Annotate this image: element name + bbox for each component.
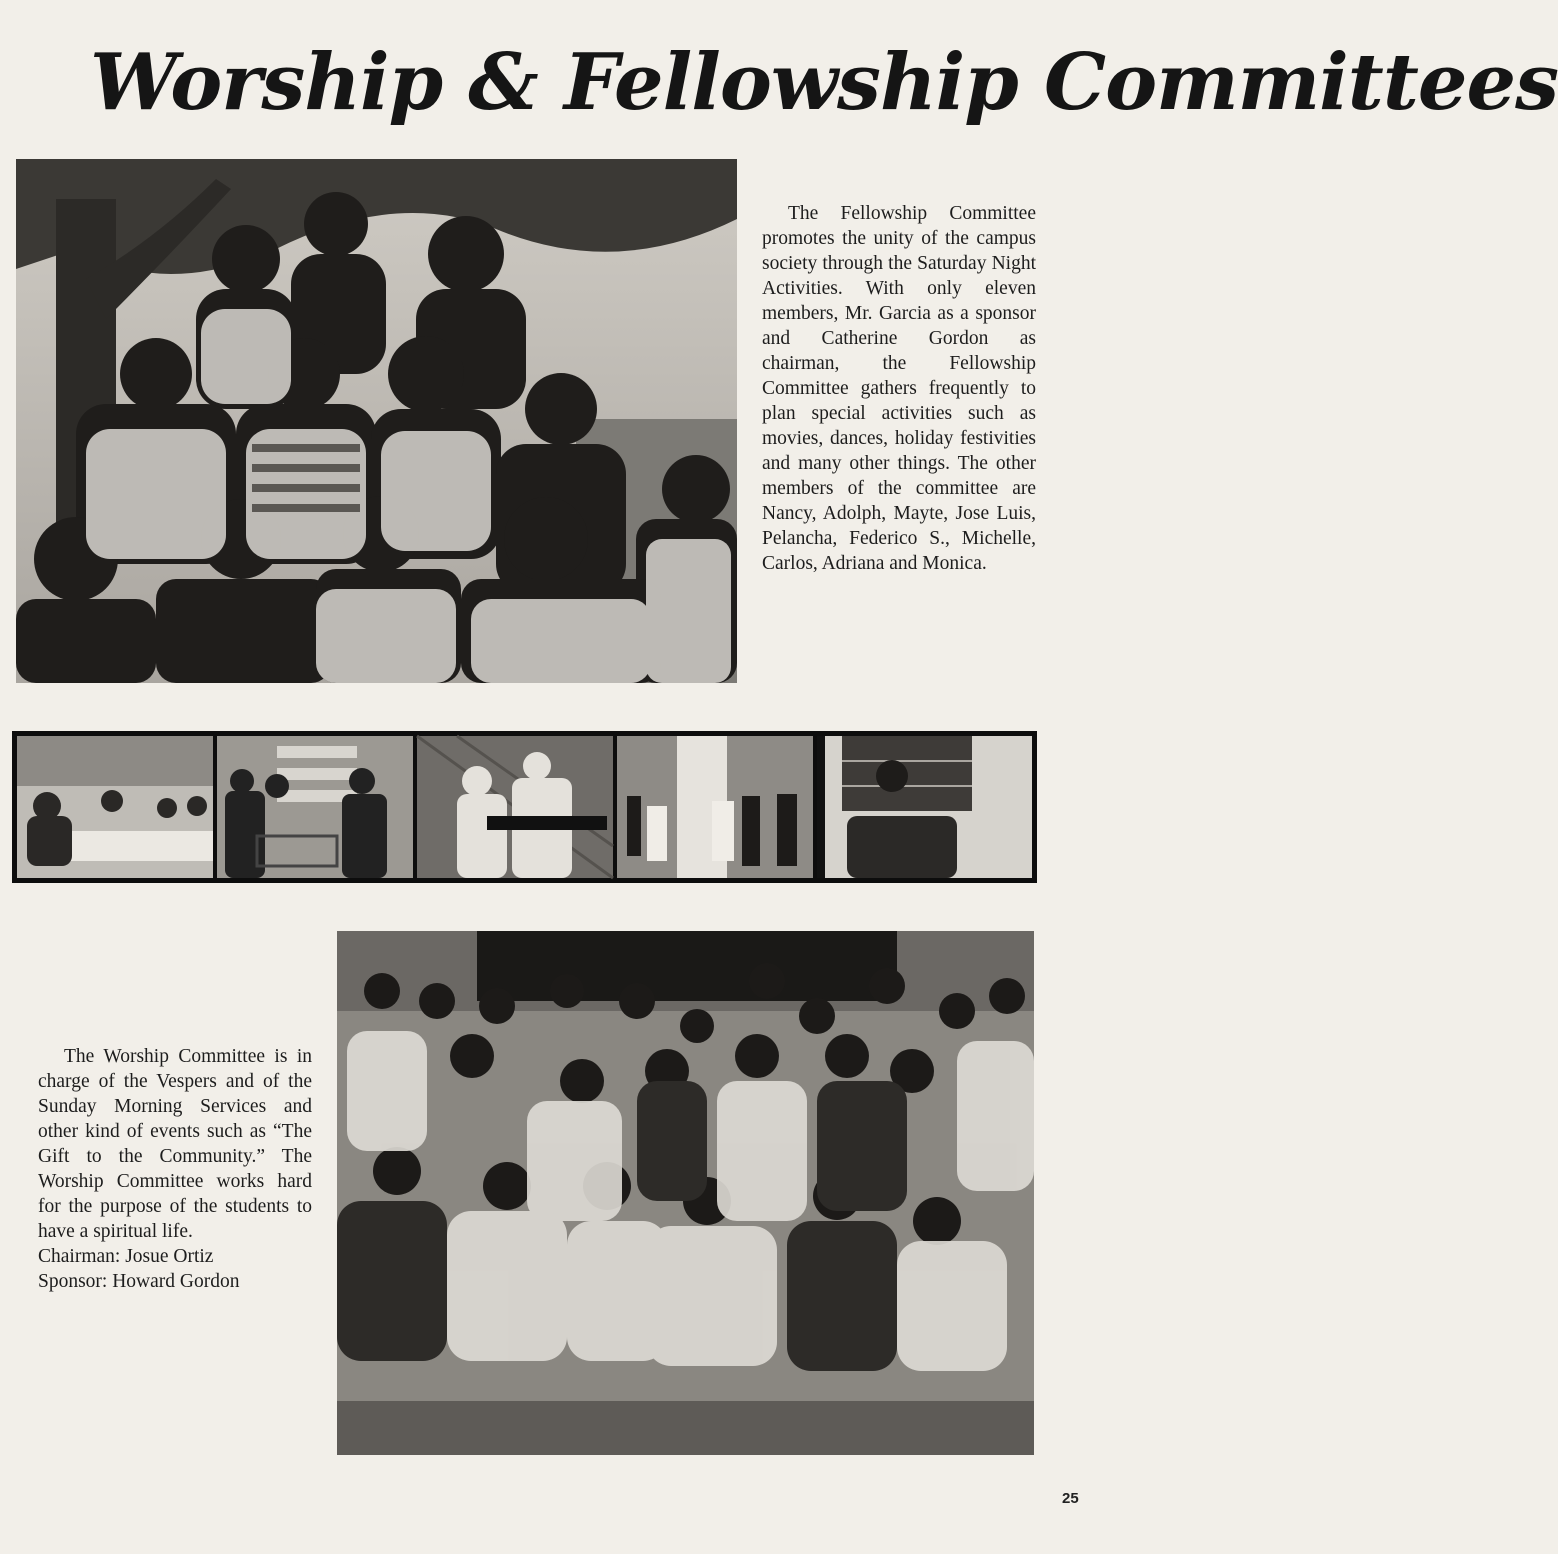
- thumbnail-photo-podium: [417, 736, 613, 878]
- worship-committee-photo: [337, 931, 1034, 1455]
- fellowship-paragraph: The Fellowship Committee promotes the unity of the campus society through the Saturday Night Activities. With only eleven members, Mr. Garcia as a sponsor and Catherine Gordon as chairman, the Fellowship Committee gathers frequently to plan special activities such as movies, dances, holiday festivities and many other things. The other members of the committee are Nancy, Adolph, Mayte, Jose Luis, Pelancha, Federico S., Michelle, Carlos, Adriana and Monica.: [762, 203, 1036, 574]
- worship-committee-text: [38, 1044, 312, 1294]
- page-number: 25: [1062, 1490, 1079, 1507]
- worship-chairman: Chairman: Josue Ortiz: [38, 1246, 214, 1267]
- page-title: Worship & Fellowship Committees: [90, 37, 1558, 128]
- fellowship-committee-photo: [16, 159, 737, 683]
- worship-paragraph: The Worship Committee is in charge of the Vespers and of the Sunday Morning Services and other kind of events such as “The Gift to the Community.” The Worship Committee works hard for the purpose of the students to have a spiritual life.: [38, 1046, 312, 1242]
- worship-sponsor: Sponsor: Howard Gordon: [38, 1271, 240, 1292]
- thumbnail-photo-library: [817, 736, 1032, 878]
- fellowship-committee-text: [762, 201, 1036, 576]
- thumbnail-photo-dining: [17, 736, 213, 878]
- thumbnail-photo-play: [617, 736, 813, 878]
- photo-filmstrip: [12, 731, 1037, 883]
- thumbnail-photo-store: [217, 736, 413, 878]
